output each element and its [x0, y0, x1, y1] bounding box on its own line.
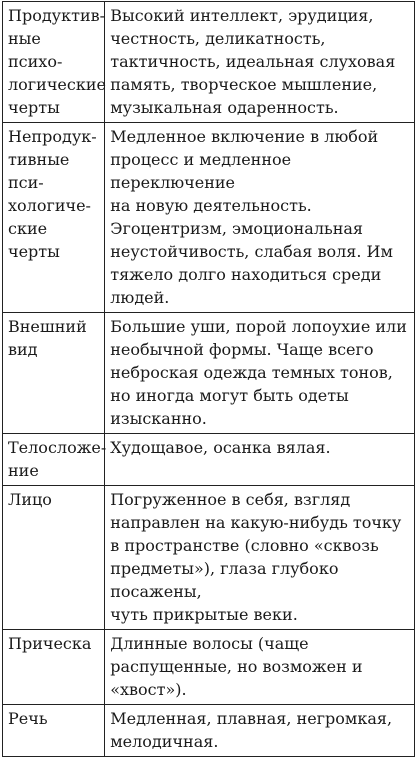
table-row: [3, 123, 415, 313]
row-desc-build: Худощавое, осанка вялая.: [105, 434, 415, 486]
row-label-hairstyle: Прическа: [3, 630, 105, 705]
row-label-build: Телосложе- ние: [3, 434, 105, 486]
table-row: [3, 486, 415, 630]
row-label-unproductive-traits: Непродук- тивные пси- хологиче- ские черты: [3, 123, 105, 313]
row-desc-appearance: Большие уши, порой лопоухие или необычной формы. Чаще всего неброская одежда темных тонов, но иногда могут быть одеты изысканно.: [105, 313, 415, 434]
row-label-face: Лицо: [3, 486, 105, 630]
row-desc-hairstyle: Длинные волосы (чаще распущенные, но возможен и «хвост»).: [105, 630, 415, 705]
row-label-speech: Речь: [3, 705, 105, 757]
table-row: [3, 630, 415, 705]
table-row: [3, 313, 415, 434]
table-row: [3, 2, 415, 123]
row-desc-speech: Медленная, плавная, негромкая, мелодичная.: [105, 705, 415, 757]
row-label-appearance: Внешний вид: [3, 313, 105, 434]
traits-table: [2, 1, 415, 757]
row-desc-unproductive-traits: Медленное включение в любой процесс и медленное переключение на новую деятельность. Эгоцентризм, эмоциональная неустойчивость, слабая воля. Им тяжело долго находиться среди людей.: [105, 123, 415, 313]
row-desc-productive-traits: Высокий интеллект, эрудиция, честность, деликатность, тактичность, идеальная слуховая память, творческое мышление, музыкальная одаренность.: [105, 2, 415, 123]
table-row: [3, 434, 415, 486]
row-label-productive-traits: Продуктив- ные психо- логические черты: [3, 2, 105, 123]
row-desc-face: Погруженное в себя, взгляд направлен на какую-нибудь точку в пространстве (словно «сквозь предметы»), глаза глубоко посажены, чуть прикрытые веки.: [105, 486, 415, 630]
table-row: [3, 705, 415, 757]
